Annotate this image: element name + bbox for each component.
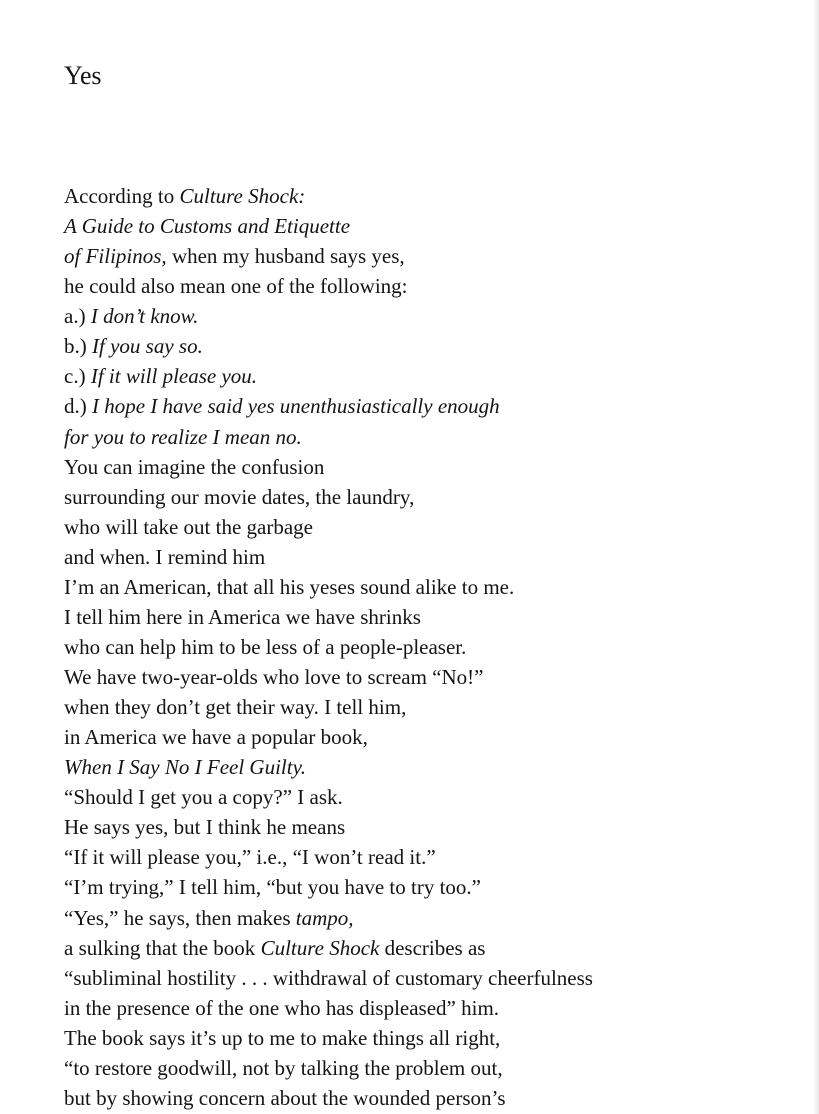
text: “If it will please you,” i.e., “I won’t read it.”	[64, 845, 436, 870]
poem-line	[64, 241, 804, 271]
text: but by showing concern about the wounded person’s	[64, 1085, 506, 1110]
italic-text: for you to realize I mean no.	[64, 424, 302, 449]
text: surrounding our movie dates, the laundry,	[64, 484, 415, 509]
poem-line	[64, 632, 804, 662]
text: in the presence of the one who has displeased” him.	[64, 995, 500, 1020]
poem-line	[64, 722, 804, 752]
page-edge-shadow	[813, 0, 819, 1114]
italic-text: of Filipinos,	[64, 244, 167, 269]
poem-line	[64, 872, 804, 902]
text: b.)	[64, 334, 92, 359]
text: We have two-year-olds who love to scream “No!”	[64, 665, 484, 689]
text: c.)	[64, 364, 91, 389]
poem-body	[64, 181, 804, 1113]
text: when they don’t get their way. I tell him,	[64, 695, 407, 720]
text: “Yes,” he says, then makes	[64, 905, 296, 930]
text: According to	[64, 184, 180, 208]
italic-text: If you say so.	[92, 334, 203, 359]
poem-line	[64, 301, 804, 331]
text: who can help him to be less of a people-pleaser.	[64, 634, 467, 659]
italic-text: Culture Shock	[260, 935, 380, 960]
poem-line	[64, 752, 804, 782]
poem-line	[64, 1053, 804, 1083]
text: d.)	[64, 394, 92, 419]
italic-text: I hope I have said yes unenthusiastically enough	[92, 394, 500, 419]
text: a sulking that the book	[64, 935, 261, 960]
italic-text: When I Say No I Feel Guilty.	[64, 755, 307, 780]
text: “subliminal hostility . . . withdrawal of customary cheerfulness	[64, 965, 593, 990]
italic-text: Culture Shock:	[179, 184, 306, 208]
poem-line	[64, 211, 804, 241]
text: who will take out the garbage	[64, 514, 314, 539]
italic-text: tampo,	[295, 905, 354, 930]
text: he could also mean one of the following:	[64, 274, 408, 299]
poem-line	[64, 572, 804, 602]
poem-line	[64, 181, 804, 211]
text: The book says it’s up to me to make things all right,	[64, 1025, 501, 1050]
poem-line	[64, 422, 804, 452]
text: He says yes, but I think he means	[64, 815, 346, 840]
poem-line	[64, 361, 804, 391]
poem-line	[64, 692, 804, 722]
poem-line	[64, 602, 804, 632]
text: “to restore goodwill, not by talking the problem out,	[64, 1055, 503, 1080]
poem-line	[64, 903, 804, 933]
text: I’m an American, that all his yeses sound alike to me.	[64, 574, 515, 599]
poem-line	[64, 512, 804, 542]
poem-line	[64, 662, 804, 692]
poem-line	[64, 993, 804, 1023]
text: a.)	[64, 304, 91, 329]
poem-line	[64, 542, 804, 572]
text: “Should I get you a copy?” I ask.	[64, 785, 343, 810]
poem-line	[64, 782, 804, 812]
poem-line	[64, 271, 804, 301]
poem-line	[64, 963, 804, 993]
text: “I’m trying,” I tell him, “but you have to try too.”	[64, 875, 481, 900]
italic-text: If it will please you.	[90, 364, 258, 389]
text: I tell him here in America we have shrinks	[64, 604, 421, 629]
poem-line	[64, 452, 804, 482]
text: describes as	[379, 935, 486, 960]
poem-line	[64, 482, 804, 512]
poem-line	[64, 1023, 804, 1053]
poem-line	[64, 1083, 804, 1113]
italic-text: A Guide to Customs and Etiquette	[64, 214, 351, 239]
text: when my husband says yes,	[166, 244, 405, 269]
poem-title: Yes	[64, 61, 102, 90]
text: and when. I remind him	[64, 544, 266, 569]
poem-line	[64, 812, 804, 842]
poem-line	[64, 331, 804, 361]
poem-line	[64, 933, 804, 963]
text: in America we have a popular book,	[64, 725, 368, 750]
italic-text: I don’t know.	[90, 304, 199, 329]
poem-line	[64, 842, 804, 872]
poem-line	[64, 391, 804, 421]
text: You can imagine the confusion	[64, 454, 325, 479]
